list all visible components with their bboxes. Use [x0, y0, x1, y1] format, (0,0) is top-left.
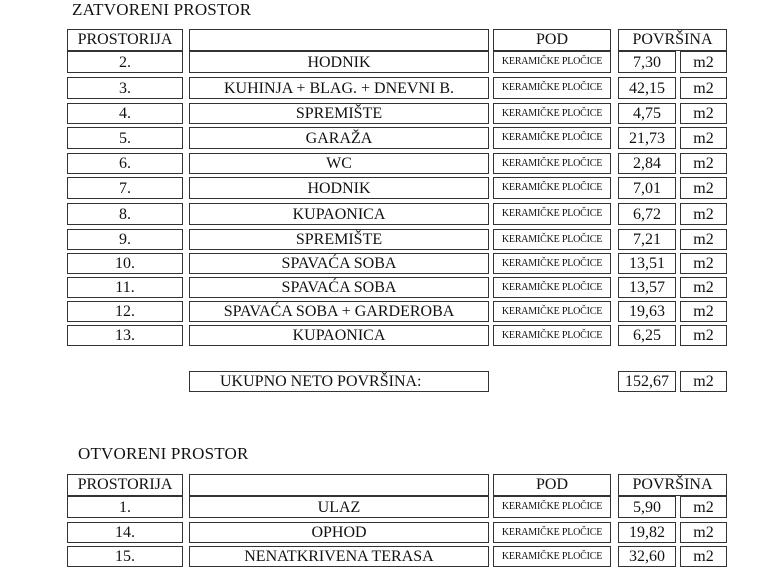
closed-floor-type: KERAMIČKE PLOČICE — [493, 153, 611, 174]
closed-header-name — [189, 29, 489, 51]
closed-area-unit: m2 — [680, 301, 727, 322]
closed-area-unit: m2 — [680, 253, 727, 274]
open-header-pod: POD — [493, 474, 611, 496]
closed-room-name: SPAVAĆA SOBA + GARDEROBA — [189, 301, 489, 322]
closed-floor-type: KERAMIČKE PLOČICE — [493, 127, 611, 149]
closed-room-area: 7,30 — [618, 51, 676, 73]
closed-room-number: 6. — [67, 153, 183, 174]
open-floor-type: KERAMIČKE PLOČICE — [493, 496, 611, 518]
open-room-area: 32,60 — [618, 546, 676, 567]
closed-room-name: HODNIK — [189, 51, 489, 73]
closed-floor-type: KERAMIČKE PLOČICE — [493, 51, 611, 73]
closed-room-number: 2. — [67, 51, 183, 73]
closed-room-area: 7,21 — [618, 229, 676, 250]
closed-room-area: 19,63 — [618, 301, 676, 322]
total-label: UKUPNO NETO POVRŠINA: — [189, 371, 489, 392]
closed-room-number: 7. — [67, 177, 183, 199]
open-room-area: 5,90 — [618, 496, 676, 518]
closed-floor-type: KERAMIČKE PLOČICE — [493, 77, 611, 99]
closed-room-area: 42,15 — [618, 77, 676, 99]
closed-room-number: 8. — [67, 203, 183, 225]
open-room-name: OPHOD — [189, 522, 489, 543]
closed-room-number: 11. — [67, 277, 183, 298]
closed-header-room: PROSTORIJA — [67, 29, 183, 51]
closed-room-area: 13,57 — [618, 277, 676, 298]
open-floor-type: KERAMIČKE PLOČICE — [493, 522, 611, 543]
closed-area-unit: m2 — [680, 203, 727, 225]
closed-floor-type: KERAMIČKE PLOČICE — [493, 177, 611, 199]
open-floor-type: KERAMIČKE PLOČICE — [493, 546, 611, 567]
closed-room-number: 13. — [67, 325, 183, 346]
closed-room-area: 2,84 — [618, 153, 676, 174]
closed-room-area: 6,25 — [618, 325, 676, 346]
closed-room-name: SPREMIŠTE — [189, 103, 489, 124]
closed-area-unit: m2 — [680, 77, 727, 99]
closed-header-pod: POD — [493, 29, 611, 51]
closed-floor-type: KERAMIČKE PLOČICE — [493, 253, 611, 274]
open-area-unit: m2 — [680, 522, 727, 543]
closed-room-number: 10. — [67, 253, 183, 274]
open-header-room: PROSTORIJA — [67, 474, 183, 496]
open-header-name — [189, 474, 489, 496]
closed-floor-type: KERAMIČKE PLOČICE — [493, 325, 611, 346]
closed-room-number: 12. — [67, 301, 183, 322]
closed-room-area: 13,51 — [618, 253, 676, 274]
closed-room-area: 4,75 — [618, 103, 676, 124]
open-area-unit: m2 — [680, 546, 727, 567]
closed-space-title: ZATVORENI PROSTOR — [72, 0, 252, 19]
closed-header-area: POVRŠINA — [618, 29, 727, 51]
closed-room-name: SPAVAĆA SOBA — [189, 277, 489, 298]
open-area-unit: m2 — [680, 496, 727, 518]
closed-room-name: KUPAONICA — [189, 325, 489, 346]
total-unit: m2 — [680, 371, 727, 392]
closed-area-unit: m2 — [680, 325, 727, 346]
total-area: 152,67 — [618, 371, 676, 392]
open-header-area: POVRŠINA — [618, 474, 727, 496]
closed-area-unit: m2 — [680, 51, 727, 73]
closed-area-unit: m2 — [680, 127, 727, 149]
closed-area-unit: m2 — [680, 177, 727, 199]
closed-floor-type: KERAMIČKE PLOČICE — [493, 301, 611, 322]
closed-room-name: WC — [189, 153, 489, 174]
closed-room-area: 6,72 — [618, 203, 676, 225]
open-room-name: NENATKRIVENA TERASA — [189, 546, 489, 567]
closed-floor-type: KERAMIČKE PLOČICE — [493, 229, 611, 250]
closed-floor-type: KERAMIČKE PLOČICE — [493, 103, 611, 124]
closed-room-number: 4. — [67, 103, 183, 124]
open-space-title: OTVORENI PROSTOR — [78, 444, 249, 463]
closed-area-unit: m2 — [680, 277, 727, 298]
open-room-number: 1. — [67, 496, 183, 518]
closed-room-name: HODNIK — [189, 177, 489, 199]
closed-room-name: SPREMIŠTE — [189, 229, 489, 250]
closed-area-unit: m2 — [680, 153, 727, 174]
closed-room-area: 7,01 — [618, 177, 676, 199]
closed-room-name: GARAŽA — [189, 127, 489, 149]
open-room-number: 15. — [67, 546, 183, 567]
closed-room-name: SPAVAĆA SOBA — [189, 253, 489, 274]
closed-room-area: 21,73 — [618, 127, 676, 149]
open-room-name: ULAZ — [189, 496, 489, 518]
closed-room-number: 3. — [67, 77, 183, 99]
closed-room-name: KUPAONICA — [189, 203, 489, 225]
closed-room-name: KUHINJA + BLAG. + DNEVNI B. — [189, 77, 489, 99]
closed-area-unit: m2 — [680, 229, 727, 250]
closed-room-number: 5. — [67, 127, 183, 149]
open-room-area: 19,82 — [618, 522, 676, 543]
closed-room-number: 9. — [67, 229, 183, 250]
closed-floor-type: KERAMIČKE PLOČICE — [493, 277, 611, 298]
closed-floor-type: KERAMIČKE PLOČICE — [493, 203, 611, 225]
open-room-number: 14. — [67, 522, 183, 543]
closed-area-unit: m2 — [680, 103, 727, 124]
